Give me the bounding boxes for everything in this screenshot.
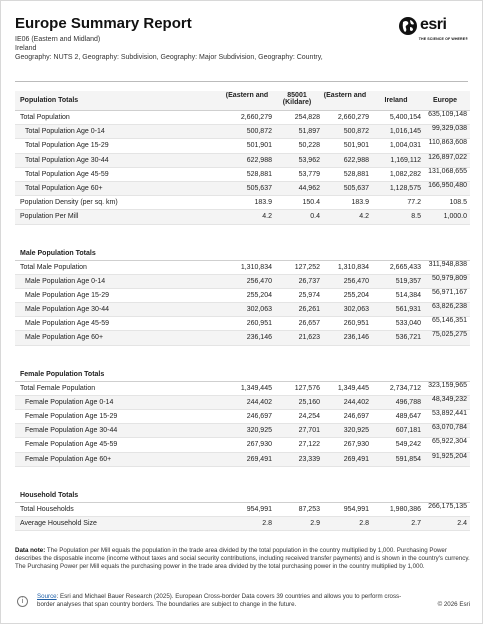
table-cell: 8.5 [411,213,421,221]
table-cell: 302,063 [343,306,369,314]
row-label: Female Population Age 60+ [25,455,112,463]
table-cell: 236,146 [246,334,272,342]
table-cell-value: 311,948,838 [428,260,467,268]
area-name: IE06 (Eastern and Midland) [15,36,101,43]
table-row [15,125,470,139]
country-name: Ireland [15,45,37,52]
table-row [15,517,470,531]
section-heading: Female Population Totals [15,368,470,382]
table-cell: 954,991 [246,505,272,513]
table-cell: 0.4 [310,213,320,221]
table-cell: 954,991 [343,505,369,513]
row-label: Female Population Age 0-14 [25,398,114,406]
table-cell: 21,623 [298,334,320,342]
row-label: Male Population Age 60+ [25,334,104,342]
section-heading: Population Totals [20,97,79,104]
table-cell [423,317,467,324]
table-cell [423,168,467,175]
table-cell: 500,872 [246,128,272,136]
table-cell-value: 65,922,304 [431,438,467,446]
table-cell-value: 63,070,784 [431,424,467,432]
table-cell: 256,470 [343,277,369,285]
column-header: (Eastern and [323,92,367,99]
table-cell: 1,980,386 [389,505,421,513]
table-cell: 236,146 [343,334,369,342]
table-cell: 622,988 [246,156,272,164]
table-cell: 25,160 [298,398,320,406]
info-icon: i [17,596,28,607]
table-cell: 561,931 [395,306,421,314]
table-row [15,424,470,438]
table-cell: 4.2 [359,213,369,221]
report-title: Europe Summary Report [15,15,192,32]
row-label: Female Population Age 45-59 [25,441,118,449]
source-link[interactable]: Source [37,593,57,600]
table-cell-value: 266,175,135 [428,502,467,510]
table-cell [423,410,467,417]
table-cell: 528,881 [246,170,272,178]
table-cell-value: 99,329,038 [431,125,467,133]
table-cell: 1,310,834 [240,263,272,271]
table-cell: 246,697 [343,413,369,420]
table-cell [423,111,467,118]
table-cell: 501,901 [343,142,369,150]
table-cell-value: 131,068,655 [428,167,467,175]
table-cell: 53,779 [298,170,320,178]
table-cell: 1,016,145 [389,128,421,136]
table-cell-value: 50,979,809 [431,274,467,282]
table-cell: 27,701 [298,427,320,435]
row-label: Average Household Size [20,519,97,527]
table-row [15,168,470,182]
table-cell: 50,228 [298,142,320,150]
table-cell: 269,491 [343,455,369,463]
table-cell [423,438,467,445]
table-cell [423,424,467,431]
section-heading: Male Population Totals [15,247,470,261]
data-note-label: Data note: [15,547,46,554]
table-cell: 24,254 [298,413,320,420]
table-cell: 1,349,445 [240,384,272,392]
table-cell: 2.7 [411,519,421,527]
footer [15,593,470,615]
row-label: Total Male Population [20,263,87,271]
column-header-row [15,91,470,111]
table-cell: 23,339 [298,455,320,463]
table-cell: 53,962 [298,156,320,164]
table-cell-value: 65,146,351 [431,317,467,325]
table-row [15,261,470,275]
table-row [15,182,470,196]
row-label: Total Population Age 30-44 [25,156,109,164]
row-label: Female Population Age 30-44 [25,427,118,435]
table-row [15,275,470,289]
table-cell: 150.4 [302,199,320,207]
table-row [15,453,470,467]
table-cell: 25,974 [298,291,320,299]
row-label: Female Population Age 15-29 [25,413,118,420]
table-cell: 77.2 [407,199,421,207]
table-cell: 5,400,154 [389,114,421,121]
table-cell: 267,930 [343,441,369,449]
table-row [15,410,470,424]
table-cell: 260,951 [246,320,272,328]
table-cell: 2.9 [310,519,320,527]
row-label: Total Population Age 0-14 [25,128,105,136]
table-cell [423,453,467,460]
table-cell: 267,930 [246,441,272,449]
table-cell [423,125,467,132]
table-cell: 260,951 [343,320,369,328]
table-cell: 269,491 [246,455,272,463]
table-cell: 1,310,834 [337,263,369,271]
table-cell: 536,721 [395,334,421,342]
table-cell-value: 56,971,167 [431,288,467,296]
table-cell: 27,122 [298,441,320,449]
table-cell: 500,872 [343,128,369,136]
table-cell: 489,647 [395,413,421,420]
table-cell: 244,402 [343,398,369,406]
globe-icon [398,16,418,36]
table-row [15,111,470,125]
table-cell [423,396,467,403]
row-label: Male Population Age 15-29 [25,291,110,299]
column-header: Europe [432,97,458,104]
table-cell: 2.4 [457,519,467,527]
table-cell [423,182,467,189]
table-cell-value: 75,025,275 [431,331,467,339]
geography-line: Geography: NUTS 2, Geography: Subdivision, Geography: Major Subdivision, Geography: Country, [15,54,323,61]
table-row [15,396,470,410]
table-cell-value: 48,349,232 [431,395,467,403]
table-cell [423,261,467,268]
row-label: Male Population Age 30-44 [25,306,110,314]
table-cell [423,275,467,282]
table-cell: 4.2 [262,213,272,221]
table-cell: 2.8 [359,519,369,527]
table-cell: 256,470 [246,277,272,285]
table-cell: 2,660,279 [337,114,369,121]
table-cell: 1,004,031 [389,142,421,150]
copyright: © 2026 Esri [437,601,470,608]
table-cell: 501,901 [246,142,272,150]
table-cell: 533,040 [395,320,421,328]
row-label: Total Female Population [20,384,96,392]
table-cell-value: 126,897,022 [428,153,467,161]
source-description: : Esri and Michael Bauer Research (2025). European Cross-border Data covers 39 countries and allows you to perform cross-border analyses that span country borders. The boundaries are subject to change in the future. [37,593,402,608]
header-divider [15,81,468,82]
row-label: Total Population [20,114,70,121]
table-cell: 496,788 [395,398,421,406]
column-header: (Eastern and [225,92,269,99]
table-cell [423,331,467,338]
row-label: Total Population Age 15-29 [25,142,109,150]
table-row [15,210,470,224]
table-cell: 2,734,712 [389,384,421,392]
table-cell: 1,169,112 [390,156,421,164]
table-cell-value: 63,826,238 [431,303,467,311]
table-cell: 255,204 [343,291,369,299]
row-label: Male Population Age 45-59 [25,320,110,328]
table-cell: 519,357 [395,277,421,285]
logo-tagline: THE SCIENCE OF WHERE® [418,37,468,41]
table-cell: 505,637 [343,184,369,192]
table-row [15,503,470,517]
table-cell-value: 53,892,441 [431,410,467,417]
table-cell: 26,657 [298,320,320,328]
source-text [37,593,417,609]
table-row [15,154,470,168]
table-row [15,331,470,345]
table-cell [423,503,467,510]
table-cell [423,382,467,389]
table-cell: 26,737 [298,277,320,285]
table-cell: 2.8 [262,519,272,527]
table-cell: 26,261 [298,306,320,314]
data-note [15,547,470,571]
row-label: Male Population Age 0-14 [25,277,106,285]
table-cell: 2,665,433 [389,263,421,271]
table-cell: 607,181 [395,427,421,435]
table-cell: 1,082,282 [389,170,421,178]
table-cell: 2,660,279 [240,114,272,121]
column-header: Ireland [384,97,408,104]
table-cell: 51,897 [298,128,320,136]
table-cell: 183.9 [254,199,272,207]
table-cell: 108.5 [449,199,467,207]
table-cell: 514,384 [395,291,421,299]
table-cell [423,289,467,296]
table-cell: 320,925 [343,427,369,435]
logo-wordmark: esri [420,16,447,33]
table-cell: 549,242 [395,441,421,449]
table-cell-value: 635,109,148 [428,111,467,118]
table-cell: 127,576 [294,384,320,392]
table-row [15,438,470,452]
table-cell: 87,253 [298,505,320,513]
table-cell: 44,962 [298,184,320,192]
table-row [15,139,470,153]
table-cell: 246,697 [246,413,272,420]
row-label: Total Population Age 45-59 [25,170,109,178]
row-label: Total Households [20,505,74,513]
section-heading: Household Totals [15,489,470,503]
table-cell-value: 166,950,480 [428,181,467,189]
section-spacer [15,225,470,247]
table-cell-value: 110,863,608 [428,139,467,147]
esri-logo [398,15,468,45]
table-cell: 505,637 [246,184,272,192]
table-row [15,317,470,331]
table-cell: 302,063 [246,306,272,314]
row-label: Population Per Mill [20,213,79,221]
row-label: Population Density (per sq. km) [20,199,118,207]
table-cell [423,139,467,146]
table-cell: 255,204 [246,291,272,299]
section-spacer [15,346,470,368]
column-header: 85001 (Kildare) [282,92,312,106]
table-cell: 183.9 [351,199,369,207]
table-row [15,196,470,210]
table-row [15,303,470,317]
table-cell: 622,988 [343,156,369,164]
table-cell: 1,000.0 [443,213,467,221]
table-cell: 591,854 [395,455,421,463]
table-cell: 244,402 [246,398,272,406]
table-cell [423,154,467,161]
report-header [15,15,468,75]
table-cell [423,303,467,310]
table-cell: 127,252 [294,263,320,271]
table-cell-value: 323,159,965 [428,381,467,389]
section-spacer [15,467,470,489]
table-cell: 1,128,575 [389,184,421,192]
table-row [15,289,470,303]
table-cell: 254,828 [294,114,320,121]
summary-table [15,91,470,531]
data-note-text: The Population per Mill equals the population in the trade area divided by the total population in the country multiplied by 1,000. Purchasing Power describes the disposable income (income without taxes and social security contributions, including received transfer payments) and is shown in the country's currency. The Purchasing Power per Mill equals the purchasing power in the trade area divided by the total purchasing power in the country multiplied by 1,000. [15,547,470,570]
row-label: Total Population Age 60+ [25,184,103,192]
table-cell: 1,349,445 [337,384,369,392]
table-cell: 528,881 [343,170,369,178]
table-cell: 320,925 [246,427,272,435]
table-row [15,382,470,396]
table-cell-value: 91,925,204 [431,452,467,460]
